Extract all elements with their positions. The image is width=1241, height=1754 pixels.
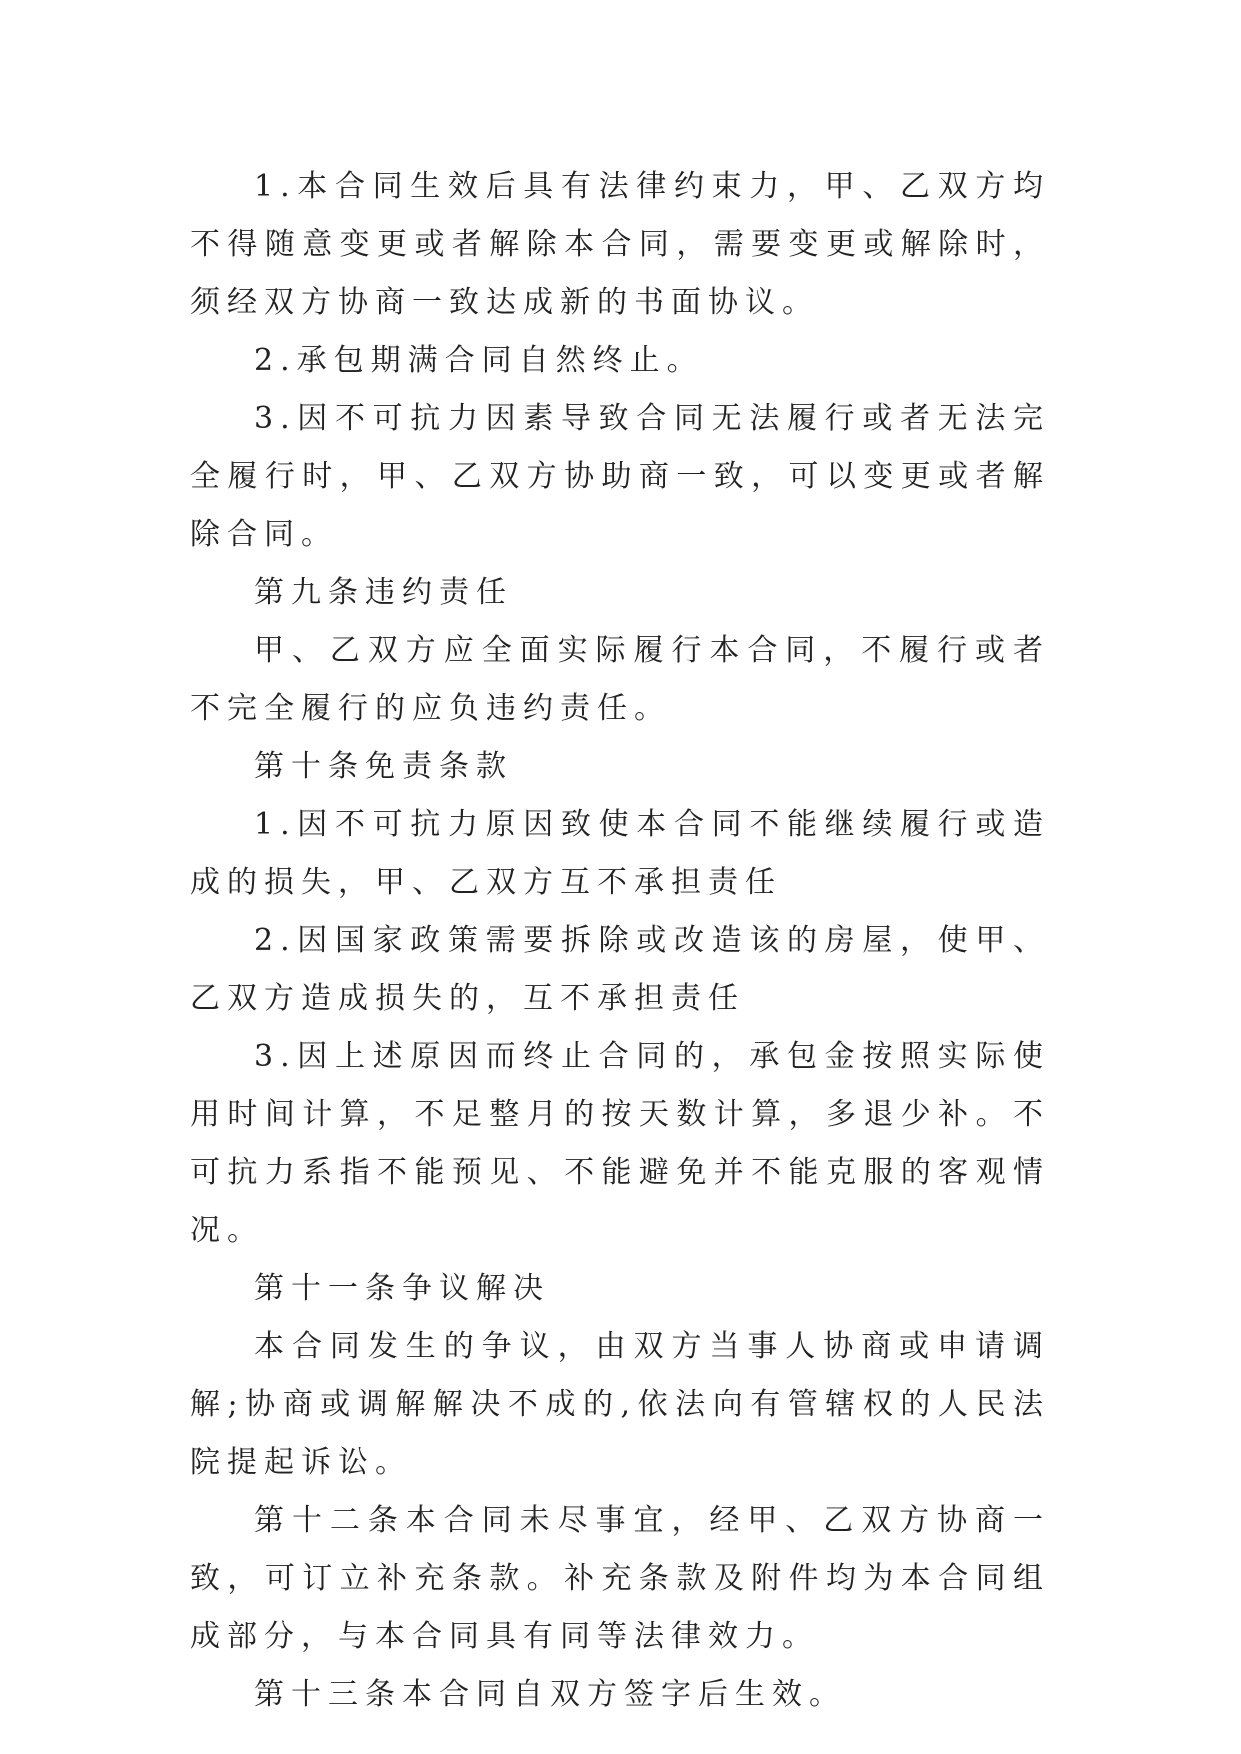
paragraph-termination-2: 2.承包期满合同自然终止。 <box>254 343 704 378</box>
document-body <box>190 158 1050 1724</box>
paragraph-dispute-resolution: 本合同发生的争议，由双方当事人协商或申请调解;协商或调解解决不成的,依法向有管辖权的人民法院提起诉讼。 <box>190 1329 1050 1480</box>
paragraph-exemption-3: 3.因上述原因而终止合同的，承包金按照实际使用时间计算，不足整月的按天数计算，多退少补。不可抗力系指不能预见、不能避免并不能克服的客观情况。 <box>190 1039 1050 1248</box>
paragraph-termination-1: 1.本合同生效后具有法律约束力，甲、乙双方均不得随意变更或者解除本合同，需要变更或解除时，须经双方协商一致达成新的书面协议。 <box>190 169 1050 320</box>
section-heading-article-9: 第九条违约责任 <box>254 575 513 610</box>
section-heading-article-11: 第十一条争议解决 <box>254 1271 550 1306</box>
paragraph-liability: 甲、乙双方应全面实际履行本合同，不履行或者不完全履行的应负违约责任。 <box>190 633 1050 726</box>
section-heading-article-10: 第十条免责条款 <box>254 749 513 784</box>
paragraph-exemption-2: 2.因国家政策需要拆除或改造该的房屋，使甲、乙双方造成损失的，互不承担责任 <box>190 923 1050 1016</box>
paragraph-article-12: 第十二条本合同未尽事宜，经甲、乙双方协商一致，可订立补充条款。补充条款及附件均为本合同组成部分，与本合同具有同等法律效力。 <box>190 1503 1050 1654</box>
paragraph-article-13: 第十三条本合同自双方签字后生效。 <box>254 1677 846 1712</box>
paragraph-termination-3: 3.因不可抗力因素导致合同无法履行或者无法完全履行时，甲、乙双方协助商一致，可以变更或者解除合同。 <box>190 401 1050 552</box>
paragraph-exemption-1: 1.因不可抗力原因致使本合同不能继续履行或造成的损失，甲、乙双方互不承担责任 <box>190 807 1050 900</box>
